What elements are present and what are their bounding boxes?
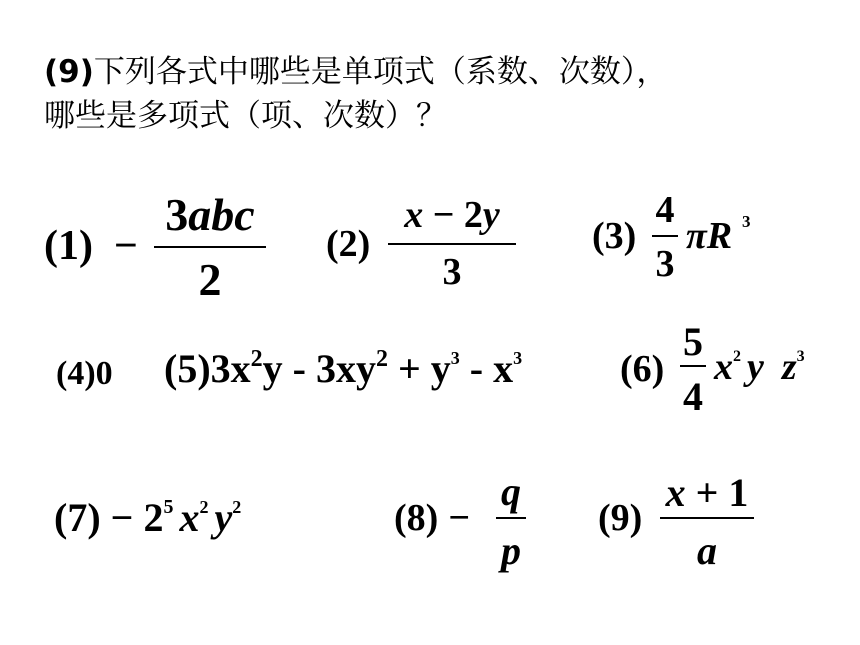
expr-6-z-exp: 3 [796,348,805,365]
expr-2-num-op: − [432,194,455,236]
expr-8-sign: − [448,497,470,539]
expr-9-numerator [660,469,754,516]
expr-8-fraction-bar [496,517,526,519]
expr-4-value: 0 [95,355,113,392]
question-text-2: 哪些是多项式（项、次数）？ [44,98,447,134]
expr-8-label-text: (8) [394,497,439,539]
question-number: (9) [44,54,94,90]
expr-7-y-exp: 2 [232,497,242,517]
expr-6-z: z [781,346,797,388]
expr-5-term-1: 3x [210,346,251,391]
expr-5-exp-4: 3 [513,348,523,368]
expr-2-num-y: y [482,194,500,236]
expr-3-denominator: 3 [655,243,675,285]
expr-1-sign: − [114,223,138,269]
expr-7-base: 2 [143,495,164,540]
expr-1-num-vars: abc [188,189,255,240]
expr-2-num-x: x [404,194,424,236]
expr-9-label: (9) [598,497,643,539]
expr-8-numerator: q [501,469,521,514]
expr-6-vars [714,345,805,389]
expr-4-label [56,355,113,393]
expr-5-exp-1: 2 [250,346,263,372]
expr-5-label: (5) [164,346,211,391]
expr-3-pi: π [686,215,707,257]
expr-2-label: (2) [326,223,371,265]
expr-1-denominator: 2 [198,254,222,305]
expr-1-label: (1) [44,223,93,269]
expr-3-exponent: 3 [742,212,751,231]
expr-7-x-exp: 2 [199,497,209,517]
expr-7-label: (7) [54,495,101,540]
expr-1-fraction-bar [154,246,266,248]
question-line-1 [44,52,667,92]
expr-9-num-c: 1 [728,470,749,515]
expr-5-exp-3: 3 [450,348,460,368]
expr-6-x: x [714,346,733,388]
expr-9-fraction-bar [660,517,754,519]
expr-9-num-op: + [695,470,719,515]
expr-6-y: y [747,346,764,388]
expr-6-fraction-bar [680,365,706,367]
expr-3-pi-r [686,214,732,258]
expr-7-base-exp: 5 [163,496,174,518]
expr-7-sign: − [110,495,134,540]
expr-3-label: (3) [592,215,637,257]
expr-5-term-4: - x [459,346,514,391]
expr-2-fraction-bar [388,243,516,245]
expr-2-num-coef: 2 [463,194,483,236]
expr-6-label: (6) [620,348,665,390]
expr-3-numerator: 4 [655,189,675,231]
expr-8-label [394,496,470,540]
expr-7-y: y [214,495,233,540]
expr-7-body [54,494,241,541]
expr-5-term-2: y - 3xy [262,346,376,391]
expr-2-numerator [388,193,516,237]
expr-4-label-text: (4) [56,355,96,392]
expr-8-denominator: p [501,528,521,573]
question-text-1: 下列各式中哪些是单项式（系数、次数）， [93,54,668,90]
expr-6-denominator: 4 [683,374,703,419]
expr-7-x: x [179,495,200,540]
expr-1-numerator [154,188,266,241]
expr-9-denominator: a [697,528,717,573]
expr-3-var: R [706,215,733,257]
expr-5-term-3: + y [387,346,451,391]
expr-3-fraction-bar [652,235,678,237]
expr-6-x-exp: 2 [733,348,741,365]
expr-9-num-x: x [665,470,686,515]
expr-5-exp-2: 2 [375,346,388,372]
expr-1-num-coef: 3 [165,189,189,240]
expr-6-numerator: 5 [683,319,703,364]
expr-5-body [164,345,522,392]
expr-2-denominator: 3 [442,251,462,293]
